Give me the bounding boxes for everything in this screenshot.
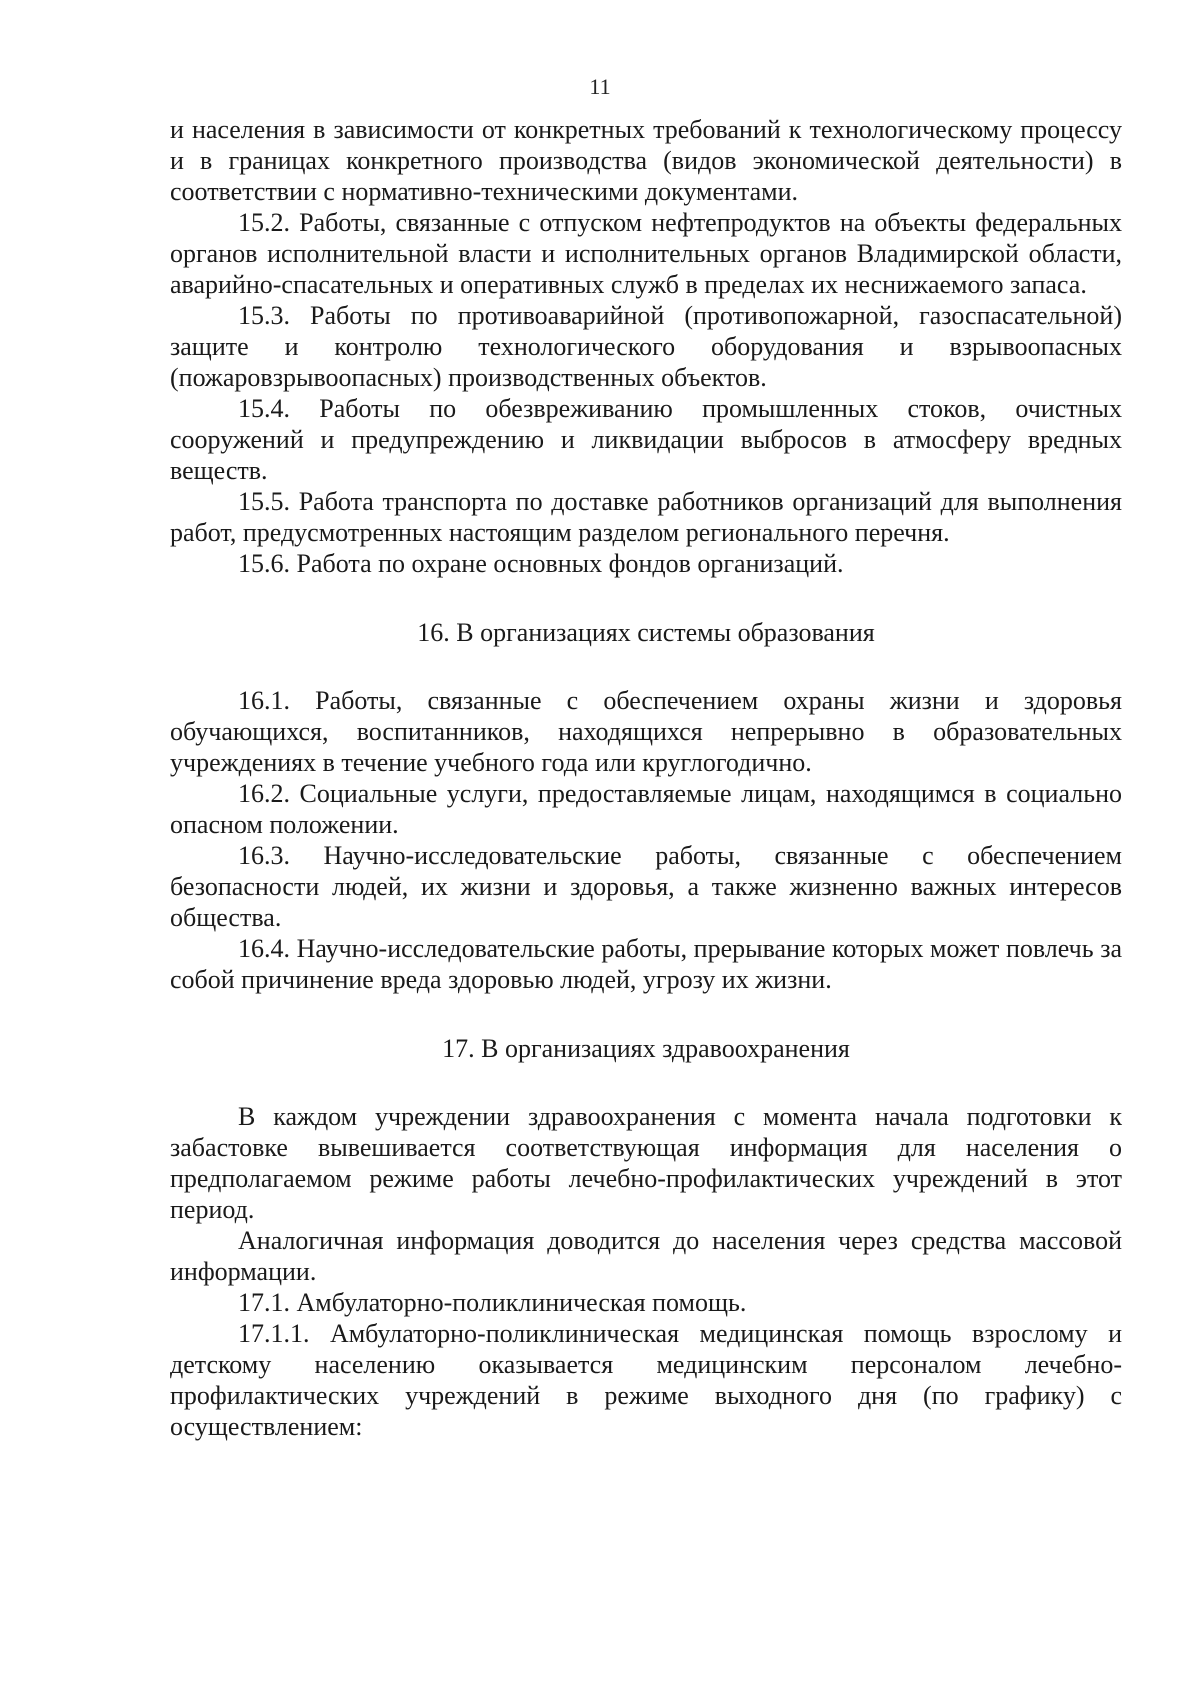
paragraph: В каждом учреждении здравоохранения с момента начала подготовки к забастовке вывешивается соответствующая информация для населения о предполагаемом режиме работы лечебно-профилактических учреждений в этот период.	[170, 1102, 1122, 1224]
paragraph: 17.1. Амбулаторно-поликлиническая помощь.	[238, 1288, 747, 1317]
paragraph: 16.4. Научно-исследовательские работы, прерывание которых может повлечь за собой причинение вреда здоровью людей, угрозу их жизни.	[170, 934, 1122, 994]
paragraph: 15.5. Работа транспорта по доставке работников организаций для выполнения работ, предусмотренных настоящим разделом регионального перечня.	[170, 487, 1122, 547]
section-heading: 17. В организациях здравоохранения	[442, 1034, 850, 1063]
paragraph: 15.2. Работы, связанные с отпуском нефтепродуктов на объекты федеральных органов исполнительной власти и исполнительных органов Владимирской области, аварийно-спасательных и оперативных служб в пределах их неснижаемого запаса.	[170, 208, 1122, 299]
paragraph: 15.3. Работы по противоаварийной (противопожарной, газоспасательной) защите и контролю технологического оборудования и взрывоопасных (пожаровзрывоопасных) производственных объектов.	[170, 301, 1122, 392]
paragraph: и населения в зависимости от конкретных требований к технологическому процессу и в границах конкретного производства (видов экономической деятельности) в соответствии с нормативно-техническими документами.	[170, 115, 1122, 206]
paragraph: 16.3. Научно-исследовательские работы, связанные с обеспечением безопасности людей, их жизни и здоровья, а также жизненно важных интересов общества.	[170, 841, 1122, 932]
paragraph: 15.6. Работа по охране основных фондов организаций.	[238, 549, 844, 578]
paragraph: 16.2. Социальные услуги, предоставляемые лицам, находящимся в социально опасном положении.	[170, 779, 1122, 839]
paragraph: 17.1.1. Амбулаторно-поликлиническая медицинская помощь взрослому и детскому населению оказывается медицинским персоналом лечебно-профилактических учреждений в режиме выходного дня (по графику) с осуществлением:	[170, 1319, 1122, 1441]
paragraph: 15.4. Работы по обезвреживанию промышленных стоков, очистных сооружений и предупреждению и ликвидации выбросов в атмосферу вредных веществ.	[170, 394, 1122, 485]
section-heading: 16. В организациях системы образования	[417, 618, 875, 647]
document-body	[170, 114, 1122, 1442]
paragraph: 16.1. Работы, связанные с обеспечением охраны жизни и здоровья обучающихся, воспитанников, находящихся непрерывно в образовательных учреждениях в течение учебного года или круглогодично.	[170, 686, 1122, 777]
page-number: 11	[589, 74, 611, 99]
paragraph: Аналогичная информация доводится до населения через средства массовой информации.	[170, 1226, 1122, 1286]
